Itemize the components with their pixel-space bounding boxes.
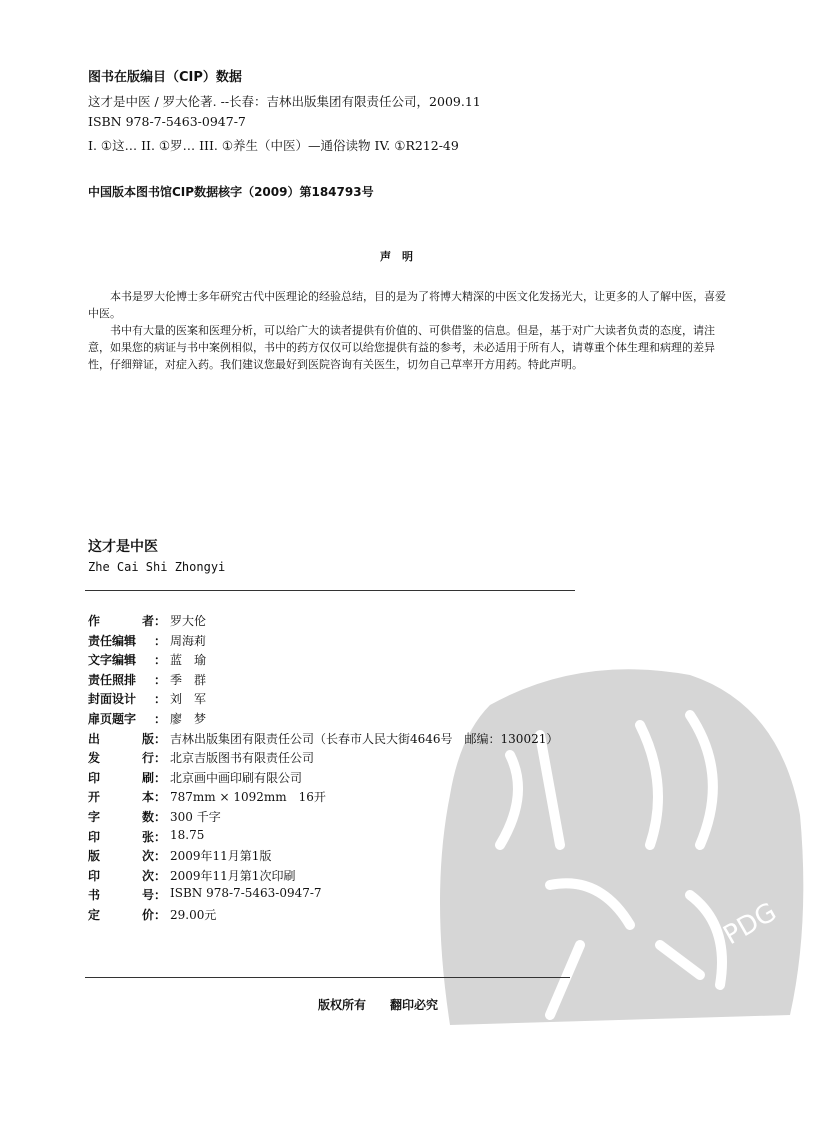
credit-value: 季 群 — [170, 672, 207, 687]
credit-label-part: 封面设计 — [88, 692, 137, 707]
credit-row — [88, 828, 204, 845]
credit-value: 蓝 瑜 — [170, 653, 207, 668]
credit-label: 定 价： — [88, 908, 166, 922]
credit-row — [88, 632, 206, 649]
credit-value: 29.00元 — [170, 908, 217, 922]
credit-label: 作 者： — [88, 614, 166, 628]
credit-row — [88, 710, 206, 727]
credit-label: 印 刷： — [88, 770, 166, 785]
credit-label-part: 次 — [141, 849, 154, 864]
credit-row — [88, 867, 295, 884]
credit-value: 周海莉 — [170, 633, 207, 648]
credit-value: ISBN 978-7-5463-0947-7 — [170, 886, 322, 901]
credit-row — [88, 671, 206, 688]
credit-row — [88, 690, 206, 707]
credit-label-part: 文字编辑 — [88, 653, 137, 668]
divider — [85, 977, 570, 978]
credit-label: 文字编辑 ： — [88, 653, 166, 668]
credit-value: 罗大伦 — [170, 614, 207, 628]
credit-value: 300 千字 — [170, 810, 221, 824]
credit-label: 字 数： — [88, 810, 166, 824]
credit-label-part: 开 — [88, 790, 101, 805]
credit-row — [88, 730, 558, 747]
credit-label-part: 价 — [141, 908, 154, 922]
credit-row — [88, 788, 326, 805]
credit-value: 787mm × 1092mm 16开 — [170, 790, 326, 805]
credit-value: 北京吉版图书有限责任公司 — [170, 751, 315, 766]
credit-label-part: 版 — [141, 731, 154, 746]
watermark-seal — [430, 645, 810, 1025]
credit-value: 2009年11月第1版 — [170, 849, 272, 864]
credit-value: 18.75 — [170, 827, 205, 842]
credit-label-part: 责任照排 — [88, 672, 137, 687]
statement-title: 声 明 — [380, 250, 413, 263]
credit-label-part: 印 — [88, 770, 101, 785]
statement-paragraph: 书中有大量的医案和医理分析，可以给广大的读者提供有价值的、可供借鉴的信息。但是，基于对广大读者负责的态度，请注意，如果您的病证与书中案例相似，书中的药方仅仅可以给您提供有益的参考，未必适用于所有人，请尊重个体生理和病理的差异性，仔细辩证，对症入药。我们建议您最好到医院咨询有关医生，切勿自己草率开方用药。特此声明。 — [88, 324, 715, 371]
credit-label-part: 行 — [141, 751, 154, 766]
credit-row — [88, 651, 206, 668]
credit-label-part: 数 — [141, 810, 154, 824]
credit-value: 北京画中画印刷有限公司 — [170, 770, 303, 785]
credit-label: 扉页题字 ： — [88, 712, 166, 726]
credit-label-part: 版 — [88, 849, 101, 864]
cip-check-number: 中国版本图书馆CIP数据核字（2009）第184793号 — [88, 185, 374, 199]
divider — [85, 590, 575, 591]
credit-label-part: 责任编辑 — [88, 633, 137, 648]
credit-label-part: 字 — [88, 810, 101, 824]
credit-row — [88, 749, 314, 766]
credit-label: 责任照排 ： — [88, 672, 166, 687]
credit-label-part: 书 — [88, 888, 101, 903]
credit-label-part: 者 — [141, 614, 154, 628]
statement-body — [88, 288, 728, 373]
credit-label-part: 刷 — [141, 770, 154, 785]
cip-line-3: I. ①这… II. ①罗… III. ①养生（中医）—通俗读物 IV. ①R212-49 — [88, 138, 459, 153]
credit-label-part: 出 — [88, 731, 101, 746]
credit-label: 印 次： — [88, 868, 166, 883]
book-pinyin: Zhe Cai Shi Zhongyi — [88, 560, 226, 574]
credit-label: 开 本： — [88, 790, 166, 805]
cip-heading: 图书在版编目（CIP）数据 — [88, 70, 242, 85]
credit-row — [88, 808, 221, 825]
credit-label: 版 次： — [88, 849, 166, 864]
credit-value: 廖 梦 — [170, 712, 207, 726]
credit-label: 印 张： — [88, 829, 166, 844]
credit-label-part: 扉页题字 — [88, 712, 137, 726]
statement-paragraph: 本书是罗大伦博士多年研究古代中医理论的经验总结，目的是为了将博大精深的中医文化发扬光大，让更多的人了解中医，喜爱中医。 — [88, 290, 726, 320]
credit-row — [88, 906, 216, 923]
cip-line-1: 这才是中医 / 罗大伦著. --长春：吉林出版集团有限责任公司，2009.11 — [88, 94, 481, 109]
credit-label: 责任编辑 ： — [88, 633, 166, 648]
credit-label: 封面设计 ： — [88, 692, 166, 707]
credit-label-part: 次 — [141, 868, 154, 883]
credit-value: 吉林出版集团有限责任公司（长春市人民大街4646号 邮编：130021） — [170, 731, 559, 746]
credit-row — [88, 769, 302, 786]
credit-label-part: 发 — [88, 751, 101, 766]
credit-label-part: 张 — [141, 829, 154, 844]
credit-label: 发 行： — [88, 751, 166, 766]
credit-row — [88, 847, 271, 864]
credit-label-part: 作 — [88, 614, 101, 628]
credit-label-part: 号 — [141, 888, 154, 903]
credit-row — [88, 612, 206, 629]
credit-row — [88, 886, 322, 903]
credit-value: 2009年11月第1次印刷 — [170, 868, 296, 883]
credit-label-part: 定 — [88, 908, 101, 922]
book-title: 这才是中医 — [88, 539, 158, 555]
credit-label-part: 印 — [88, 868, 101, 883]
credit-value: 刘 军 — [170, 692, 207, 707]
credit-label: 书 号： — [88, 888, 166, 903]
copyright-notice: 版权所有 翻印必究 — [318, 998, 439, 1012]
credit-label-part: 本 — [141, 790, 154, 805]
credit-label: 出 版： — [88, 731, 166, 746]
cip-line-2: ISBN 978-7-5463-0947-7 — [88, 114, 246, 129]
watermark-text: PDG — [718, 897, 782, 952]
credit-label-part: 印 — [88, 829, 101, 844]
